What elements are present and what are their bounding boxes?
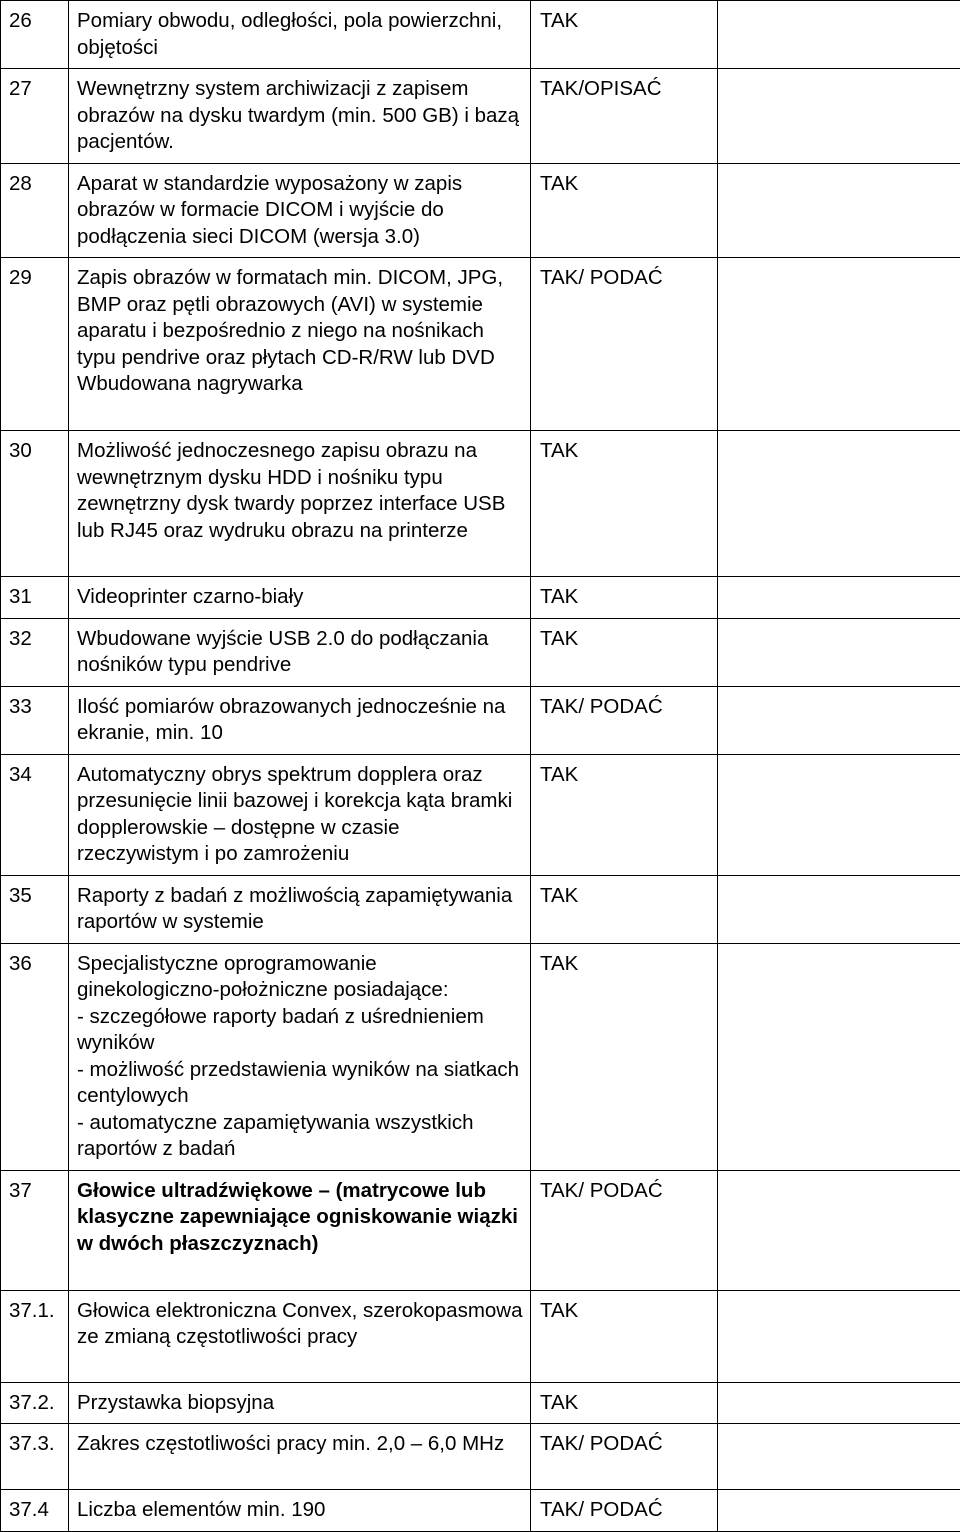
row-offered-value <box>718 1 960 69</box>
row-description: Zapis obrazów w formatach min. DICOM, JPG, BMP oraz pętli obrazowych (AVI) w systemie aparatu i bezpośrednio z niego na nośnikach typu pendrive oraz płytach CD-R/RW lub DVD Wbudowana nagrywarka <box>69 258 531 431</box>
row-number: 37.4 <box>1 1490 69 1532</box>
row-description: Aparat w standardzie wyposażony w zapis obrazów w formacie DICOM i wyjście do podłączenia sieci DICOM (wersja 3.0) <box>69 163 531 258</box>
row-description: Zakres częstotliwości pracy min. 2,0 – 6,0 MHz <box>69 1424 531 1490</box>
row-number: 27 <box>1 69 69 164</box>
row-offered-value <box>718 69 960 164</box>
row-requirement: TAK <box>531 618 718 686</box>
row-description: Głowice ultradźwiękowe – (matrycowe lub klasyczne zapewniające ogniskowanie wiązki w dwóch płaszczyznach) <box>69 1170 531 1290</box>
row-description: Wbudowane wyjście USB 2.0 do podłączania nośników typu pendrive <box>69 618 531 686</box>
row-requirement: TAK <box>531 754 718 875</box>
table-row <box>1 943 960 1170</box>
row-requirement: TAK <box>531 875 718 943</box>
table-row <box>1 577 960 619</box>
row-offered-value <box>718 1170 960 1290</box>
row-number: 26 <box>1 1 69 69</box>
row-number: 37.3. <box>1 1424 69 1490</box>
row-number: 35 <box>1 875 69 943</box>
table-row <box>1 875 960 943</box>
table-row <box>1 431 960 577</box>
row-requirement: TAK <box>531 943 718 1170</box>
table-row <box>1 69 960 164</box>
row-description: Raporty z badań z możliwością zapamiętywania raportów w systemie <box>69 875 531 943</box>
table-row <box>1 1382 960 1424</box>
row-requirement: TAK/ PODAĆ <box>531 1424 718 1490</box>
row-offered-value <box>718 258 960 431</box>
specification-rows <box>1 1 960 1532</box>
row-requirement: TAK/ PODAĆ <box>531 258 718 431</box>
row-description: Automatyczny obrys spektrum dopplera oraz przesunięcie linii bazowej i korekcja kąta bramki dopplerowskie – dostępne w czasie rzeczywistym i po zamrożeniu <box>69 754 531 875</box>
row-description: Liczba elementów min. 190 <box>69 1490 531 1532</box>
row-requirement: TAK <box>531 1382 718 1424</box>
row-requirement: TAK/ PODAĆ <box>531 1170 718 1290</box>
row-offered-value <box>718 686 960 754</box>
row-offered-value <box>718 1490 960 1532</box>
row-requirement: TAK <box>531 431 718 577</box>
row-offered-value <box>718 618 960 686</box>
row-offered-value <box>718 1424 960 1490</box>
row-number: 36 <box>1 943 69 1170</box>
table-row <box>1 258 960 431</box>
row-number: 28 <box>1 163 69 258</box>
row-description: Przystawka biopsyjna <box>69 1382 531 1424</box>
table-row <box>1 163 960 258</box>
row-offered-value <box>718 163 960 258</box>
row-requirement: TAK <box>531 1290 718 1382</box>
table-row <box>1 1424 960 1490</box>
row-offered-value <box>718 1290 960 1382</box>
table-row <box>1 1290 960 1382</box>
row-number: 29 <box>1 258 69 431</box>
row-number: 32 <box>1 618 69 686</box>
row-offered-value <box>718 1382 960 1424</box>
row-offered-value <box>718 431 960 577</box>
row-number: 31 <box>1 577 69 619</box>
table-row <box>1 1490 960 1532</box>
table-row <box>1 1170 960 1290</box>
row-number: 30 <box>1 431 69 577</box>
row-description: Videoprinter czarno-biały <box>69 577 531 619</box>
row-description: Pomiary obwodu, odległości, pola powierzchni, objętości <box>69 1 531 69</box>
row-offered-value <box>718 577 960 619</box>
row-number: 33 <box>1 686 69 754</box>
row-number: 37.1. <box>1 1290 69 1382</box>
row-description: Ilość pomiarów obrazowanych jednocześnie na ekranie, min. 10 <box>69 686 531 754</box>
row-description: Wewnętrzny system archiwizacji z zapisem obrazów na dysku twardym (min. 500 GB) i bazą pacjentów. <box>69 69 531 164</box>
table-row <box>1 1 960 69</box>
row-offered-value <box>718 875 960 943</box>
row-offered-value <box>718 754 960 875</box>
row-requirement: TAK/ PODAĆ <box>531 686 718 754</box>
table-row <box>1 754 960 875</box>
row-requirement: TAK/ PODAĆ <box>531 1490 718 1532</box>
table-row <box>1 618 960 686</box>
row-requirement: TAK <box>531 163 718 258</box>
row-description: Możliwość jednoczesnego zapisu obrazu na wewnętrznym dysku HDD i nośniku typu zewnętrzny dysk twardy poprzez interface USB lub RJ45 oraz wydruku obrazu na printerze <box>69 431 531 577</box>
row-number: 34 <box>1 754 69 875</box>
row-description: Specjalistyczne oprogramowanie ginekologiczno-położniczne posiadające: - szczegółowe raporty badań z uśrednieniem wyników - możliwość przedstawienia wyników na siatkach centylowych - automatyczne zapamiętywania wszystkich raportów z badań <box>69 943 531 1170</box>
row-requirement: TAK <box>531 577 718 619</box>
table-row <box>1 686 960 754</box>
row-offered-value <box>718 943 960 1170</box>
row-description: Głowica elektroniczna Convex, szerokopasmowa ze zmianą częstotliwości pracy <box>69 1290 531 1382</box>
row-requirement: TAK <box>531 1 718 69</box>
row-number: 37 <box>1 1170 69 1290</box>
row-requirement: TAK/OPISAĆ <box>531 69 718 164</box>
row-number: 37.2. <box>1 1382 69 1424</box>
